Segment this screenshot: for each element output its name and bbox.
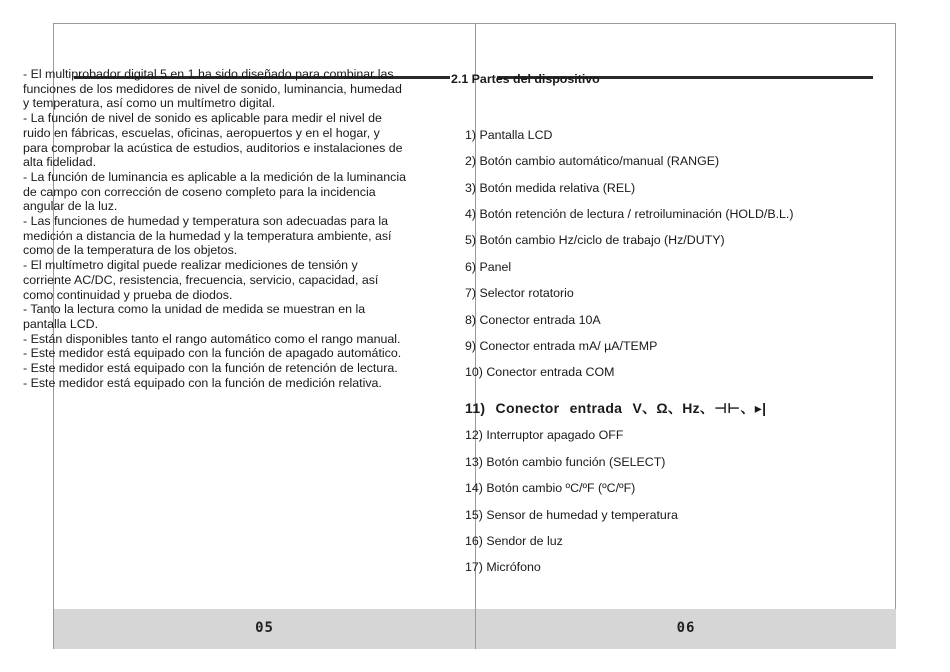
list-item: 2) Botón cambio automático/manual (RANGE) [465,154,720,168]
list-item: 6) Panel [465,260,512,274]
left-page-body [23,67,406,390]
list-item: 5) Botón cambio Hz/ciclo de trabajo (Hz/DUTY) [465,233,725,247]
list-item: 9) Conector entrada mA/ µA/TEMP [465,339,658,353]
left-footer [54,609,475,649]
list-item: 4) Botón retención de lectura / retroiluminación (HOLD/B.L.) [465,207,794,221]
right-footer [476,609,896,649]
list-item: 17) Micrófono [465,560,541,574]
list-item: 15) Sensor de humedad y temperatura [465,508,678,522]
list-item: 3) Botón medida relativa (REL) [465,181,636,195]
paragraph: - Tanto la lectura como la unidad de medida se muestran en la pantalla LCD. [23,302,366,331]
page-divider [475,24,476,648]
list-item: 10) Conector entrada COM [465,365,615,379]
paragraph: - Este medidor está equipado con la función de medición relativa. [23,375,382,390]
paragraph: - Están disponibles tanto el rango automático como el rango manual. [23,331,401,346]
paragraph: - El multiprobador digital 5 en 1 ha sido diseñado para combinar las funciones de los medidores de nivel de sonido, luminancia, humedad y temperatura, así como un multímetro digital. [23,67,402,111]
paragraph: - La función de nivel de sonido es aplicable para medir el nivel de ruido en fábricas, escuelas, oficinas, aeropuertos y en el hogar, y para comprobar la acústica de estudios, auditorios e instalaciones de alta fidelidad. [23,111,403,170]
list-item: 12) Interruptor apagado OFF [465,428,624,442]
page-number-left: 05 [255,620,274,636]
list-item: 11) Conector entrada V、Ω、Hz、⊣⊢、▸| [465,400,767,416]
paragraph: - El multímetro digital puede realizar mediciones de tensión y corriente AC/DC, resistencia, frecuencia, servicio, capacidad, así como continuidad y prueba de diodos. [23,258,379,302]
diode-icon: ▸| [754,400,767,416]
list-item: 16) Sendor de luz [465,534,563,548]
capacitor-icon: ⊣⊢ [714,400,741,416]
list-item: 14) Botón cambio ºC/ºF (ºC/ºF) [465,481,636,495]
paragraph: - Este medidor está equipado con la función de apagado automático. [23,346,402,361]
list-item: 1) Pantalla LCD [465,128,553,142]
paragraph: - Las funciones de humedad y temperatura son adecuadas para la medición a distancia de la humedad y la temperatura ambiente, así como de la temperatura de los objetos. [23,214,392,258]
list-item-label: 11) Conector entrada V、Ω、Hz、 [465,400,715,416]
list-item: 7) Selector rotatorio [465,286,574,300]
section-title: 2.1 Partes del dispositivo [451,72,600,86]
paragraph: - La función de luminancia es aplicable a la medición de la luminancia de campo con corrección de coseno completo para la incidencia angular de la luz. [23,169,406,214]
list-item: 13) Botón cambio función (SELECT) [465,455,666,469]
paragraph: - Este medidor está equipado con la función de retención de lectura. [23,361,398,376]
page-number-right: 06 [676,620,696,636]
list-item: 8) Conector entrada 10A [465,313,601,327]
